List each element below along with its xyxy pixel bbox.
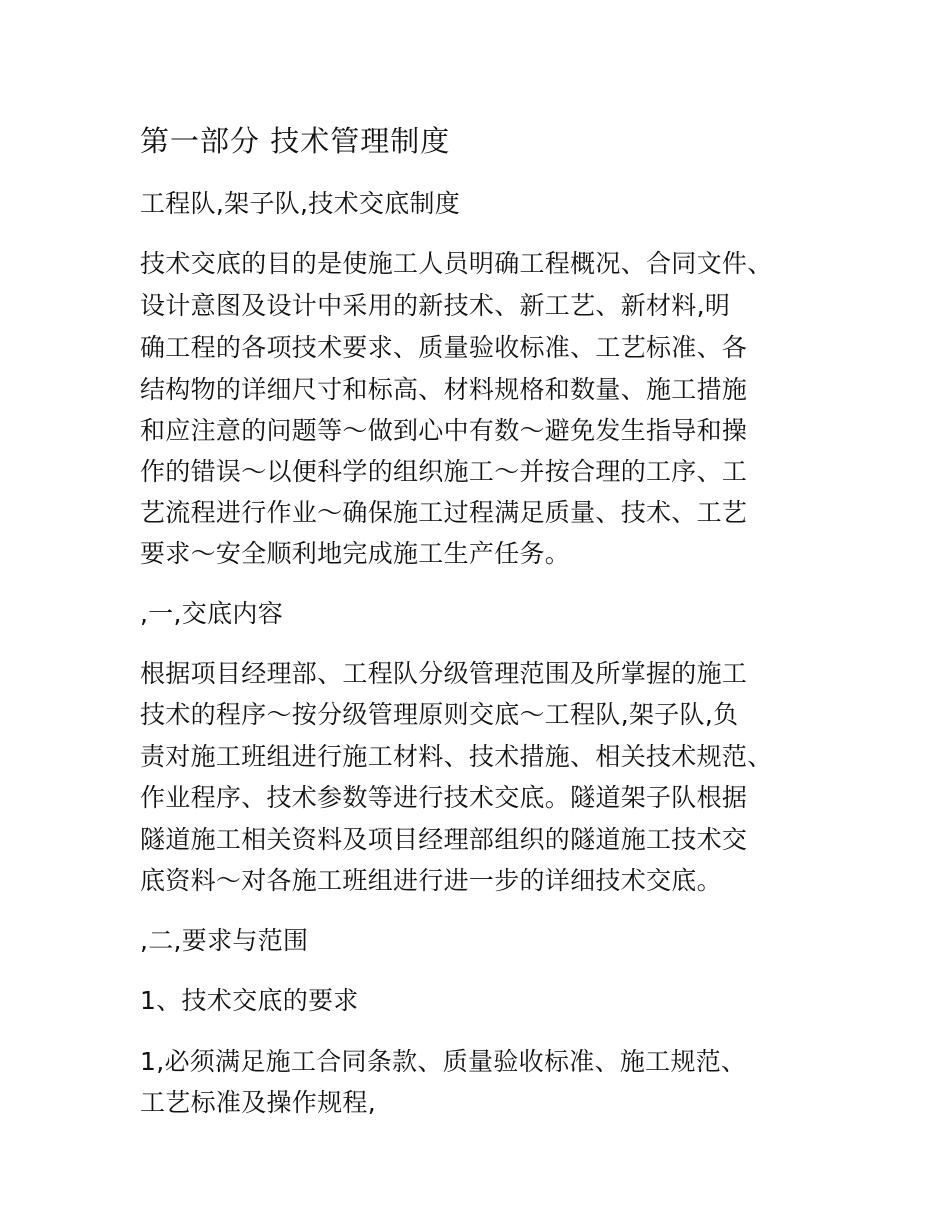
paragraph-line: 技术的程序～按分级管理原则交底～工程队,架子队,负 bbox=[140, 700, 739, 729]
section-heading: ,二,要求与范围 bbox=[140, 926, 309, 955]
page-title: 第一部分 技术管理制度 bbox=[140, 124, 451, 158]
paragraph-line: 结构物的详细尺寸和标高、材料规格和数量、施工措施 bbox=[140, 375, 748, 404]
paragraph-line: 工艺标准及操作规程, bbox=[140, 1088, 376, 1117]
paragraph-line: 设计意图及设计中采用的新技术、新工艺、新材料,明 bbox=[140, 291, 731, 320]
paragraph-line: 底资料～对各施工班组进行进一步的详细技术交底。 bbox=[140, 866, 722, 895]
paragraph-line: 根据项目经理部、工程队分级管理范围及所掌握的施工 bbox=[140, 659, 748, 688]
paragraph-line: 作业程序、技术参数等进行技术交底。隧道架子队根据 bbox=[140, 783, 748, 812]
section-heading: ,一,交底内容 bbox=[140, 599, 283, 628]
paragraph-line: 隧道施工相关资料及项目经理部组织的隧道施工技术交 bbox=[140, 825, 748, 854]
subsection-heading: 1、技术交底的要求 bbox=[140, 986, 359, 1015]
paragraph-line: 作的错误～以便科学的组织施工～并按合理的工序、工 bbox=[140, 457, 748, 486]
paragraph-line: 1,必须满足施工合同条款、质量验收标准、施工规范、 bbox=[140, 1047, 747, 1076]
paragraph-line: 确工程的各项技术要求、质量验收标准、工艺标准、各 bbox=[140, 333, 748, 362]
paragraph-line: 责对施工班组进行施工材料、技术措施、相关技术规范、 bbox=[140, 742, 773, 771]
document-subtitle: 工程队,架子队,技术交底制度 bbox=[140, 189, 461, 218]
paragraph-line: 艺流程进行作业～确保施工过程满足质量、技术、工艺 bbox=[140, 498, 748, 527]
paragraph-line: 技术交底的目的是使施工人员明确工程概况、合同文件、 bbox=[140, 249, 773, 278]
paragraph-line: 和应注意的问题等～做到心中有数～避免发生指导和操 bbox=[140, 416, 748, 445]
paragraph-line: 要求～安全顺利地完成施工生产任务。 bbox=[140, 539, 571, 568]
